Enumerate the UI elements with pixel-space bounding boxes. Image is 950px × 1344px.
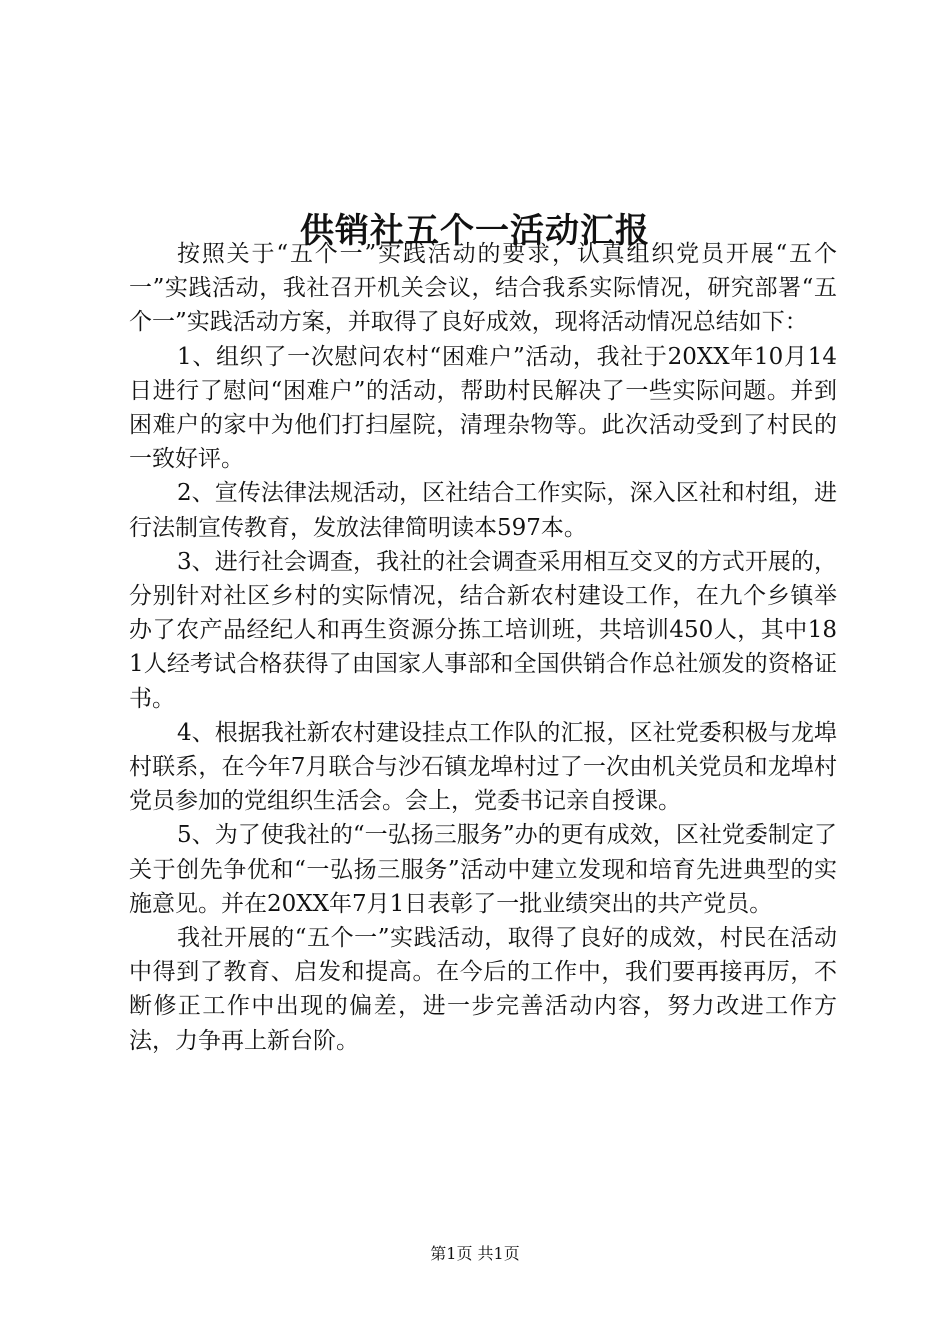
paragraph-item-4: 4、根据我社新农村建设挂点工作队的汇报，区社党委积极与龙埠村联系，在今年7月联合与沙石镇龙埠村过了一次由机关党员和龙埠村党员参加的党组织生活会。会上，党委书记亲自授课。 <box>129 719 837 815</box>
paragraph-intro: 按照关于“五个一”实践活动的要求，认真组织党员开展“五个一”实践活动，我社召开机关会议，结合我系实际情况，研究部署“五个一”实践活动方案，并取得了良好成效，现将活动情况总结如下： <box>129 241 837 336</box>
document-body <box>129 237 837 1058</box>
page-footer: 第1页 共1页 <box>430 1244 520 1263</box>
paragraph-item-5: 5、为了使我社的“一弘扬三服务”办的更有成效，区社党委制定了关于创先争优和“一弘扬三服务”活动中建立发现和培育先进典型的实施意见。并在20XX年7月1日表彰了一批业绩突出的共产党员。 <box>129 822 837 917</box>
paragraph-item-1: 1、组织了一次慰问农村“困难户”活动，我社于20XX年10月14日进行了慰问“困难户”的活动，帮助村民解决了一些实际问题。并到困难户的家中为他们打扫屋院，清理杂物等。此次活动受到了村民的一致好评。 <box>129 343 837 473</box>
paragraph-item-2: 2、宣传法律法规活动，区社结合工作实际，深入区社和村组，进行法制宣传教育，发放法律简明读本597本。 <box>129 480 837 541</box>
paragraph-item-3: 3、进行社会调查，我社的社会调查采用相互交叉的方式开展的，分别针对社区乡村的实际情况，结合新农村建设工作，在九个乡镇举办了农产品经纪人和再生资源分拣工培训班，共培训450人，其中181人经考试合格获得了由国家人事部和全国供销合作总社颁发的资格证书。 <box>129 548 837 712</box>
paragraph-conclusion: 我社开展的“五个一”实践活动，取得了良好的成效，村民在活动中得到了教育、启发和提高。在今后的工作中，我们要再接再厉，不断修正工作中出现的偏差，进一步完善活动内容，努力改进工作方法，力争再上新台阶。 <box>129 925 837 1054</box>
document-title: 供销社五个一活动汇报 <box>300 210 650 251</box>
